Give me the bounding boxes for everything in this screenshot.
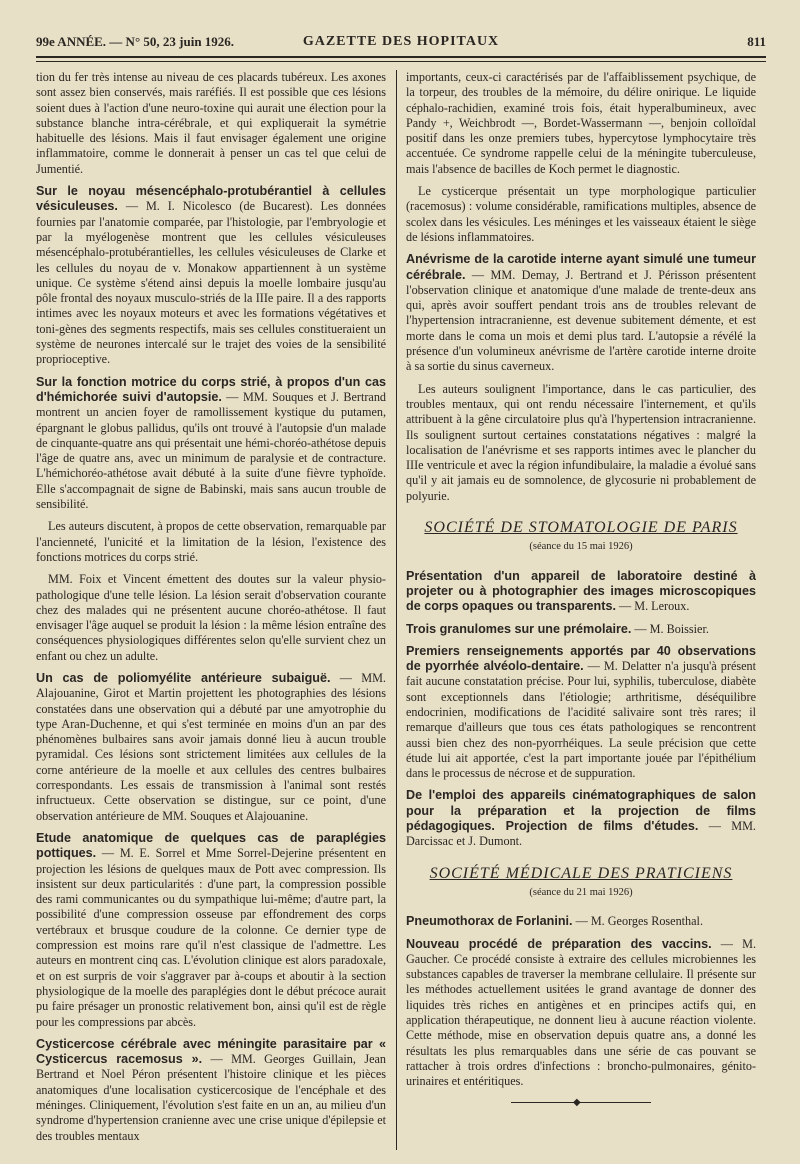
paragraph-text: — M. Leroux. [615, 599, 690, 614]
paragraph [406, 70, 756, 177]
paragraph-text: importants, ceux-ci caractérisés par de l'affaiblissement psychique, de la torpeur, des troubles de la mémoire, du délire onirique. Le liquide céphalo-rachidien, examiné trois fois, était hyperalbumineux, avec Pandy +, Weichbrodt —, Bordet-Wassermann —, benjoin colloïdal positif dans les onze premiers tubes, hypercytose lymphocytaire très accentuée. Ce syndrome rappelle celui de la méningite tuberculeuse, mais l'absence de bacilles de Koch permet le diagnostic. [406, 70, 756, 176]
paragraph-title: Pneumothorax de Forlanini. [406, 914, 573, 929]
paragraph-text: MM. Foix et Vincent émettent des doutes sur la valeur physio-pathologique d'une telle lésion. La lésion serait d'observation courante chez des malades qui ne présentent aucune choréo-athétose. Il faut envisager l'âge auquel se produit la lésion : la même lésion entraîne des conséquences physiologiques différentes selon qu'elle survient chez un enfant ou chez un adulte. [36, 572, 386, 663]
seance-date-2: (séance du 21 mai 1926) [529, 886, 633, 898]
paragraph [36, 70, 386, 177]
paragraph-text: — MM. Darcissac et J. Dumont. [406, 819, 756, 849]
society-1-items [406, 569, 756, 850]
seance-date-1: (séance du 15 mai 1926) [529, 541, 633, 553]
paragraph-text: Le cysticerque présentait un type morphologique particulier (racemosus) : volume considérable, ramifications multiples, absence de scolex dans les vésicules. Les méninges et les vaisseaux étaient le siège de lésions inflammatoires. [406, 184, 756, 244]
paragraph [36, 184, 386, 368]
paragraph [406, 644, 756, 782]
issue-info: 99e ANNÉE. — N° 50, 23 juin 1926. [36, 34, 235, 49]
paragraph [406, 622, 756, 637]
paragraph-title: Sur la fonction motrice du corps strié, à propos d'un cas d'hémichorée suivi d'autopsie. [36, 374, 386, 404]
paragraph [406, 569, 756, 615]
paragraph-title: Premiers renseignements apportés par 40 observations de pyorrhée alvéolo-dentaire. [406, 643, 756, 674]
paragraph-title: Etude anatomique de quelques cas de paraplégies pottiques. [36, 830, 386, 861]
paragraph-text: Les auteurs discutent, à propos de cette observation, remarquable par l'ancienneté, l'unicité et la limitation de la lésion, l'existence des fonctions motrices du corps strié. [36, 519, 386, 564]
header-rule [36, 61, 766, 62]
right-column [406, 70, 756, 1151]
column-divider [396, 70, 397, 1150]
society-2-items [406, 914, 756, 1089]
paragraph [406, 252, 756, 374]
paragraph-text: — M. I. Nicolesco (de Bucarest). Les données fournies par l'anatomie comparée, par l'histologie, par l'embryologie et par la myélogenèse montrent que les cellules vésiculeuses mésencéphalo-protubérantielles, les cellules vésiculeuses de Clarke et les cellules du noyau de v. Monakow appartiennent à un système unique. Ce système s'étend ainsi depuis la moelle lombaire jusqu'au pôle frontal des noyaux musculo-striés de la IIIe paire. Il a des rapports intimes avec les noyaux moteurs et avec les formations végétatives et toni-gènes des segments respectifs, mais ses cellules constitueraient un système de neurones intercalé sur le trajet des voies de la sensibilité proprioceptive. [36, 199, 386, 367]
paragraph-title: Trois granulomes sur une prémolaire. [406, 621, 632, 636]
paragraph-text: Les auteurs soulignent l'importance, dans le cas particulier, des troubles mentaux, qui ont rendu nécessaire l'internement, et qu'ils attribuent à la gêne circulatoire plus qu'à l'hypertension intracranienne. Ils soulignent surtout certaines constatations négatives : malgré la localisation de l'anévrisme et ses rapports intimes avec le plancher du IIIe ventricule et avec la région infundibulaire, la maladie a évolué sans qu'il y ait jamais eu de somnolence, de glycosurie ni probablement de polyurie. [406, 381, 756, 503]
paragraph-text: — MM. Alajouanine, Girot et Martin projettent les photographies des lésions constatées dans une observation qui a débuté par une amyotrophie du type Aran-Duchenne, et qui s'est terminée en moins d'un an par des phénomènes bulbaires sans avoir jamais donné lieu à aucun trouble pyramidal. Ces lésions sont strictement limitées aux cellules de la corne antérieure de la moelle et aux cellules des centres bulbaires correspondants. Les essais de transmission à l'animal sont restés infructueux. Cette observation se distingue, sur ce point, d'une observation antérieure de MM. Souques et Alajouanine. [36, 670, 386, 823]
page-number: 811 [747, 34, 766, 49]
paragraph-text: — M. Georges Rosenthal. [572, 914, 703, 929]
end-ornament [511, 1102, 651, 1103]
paragraph-title: Anévrisme de la carotide interne ayant simulé une tumeur cérébrale. [406, 252, 756, 282]
paragraph [406, 914, 756, 929]
paragraph [36, 375, 386, 513]
paragraph-title: Nouveau procédé de préparation des vaccins. [406, 936, 712, 951]
paragraph [36, 831, 386, 1030]
paragraph [406, 184, 756, 245]
paragraph-title: Sur le noyau mésencéphalo-protubérantiel à cellules vésiculeuses. [36, 184, 386, 214]
paragraph [406, 788, 756, 849]
left-column [36, 70, 386, 1151]
paragraph [36, 671, 386, 824]
paragraph [36, 572, 386, 664]
paragraph [406, 937, 756, 1090]
paragraph-text: — M. E. Sorrel et Mme Sorrel-Dejerine présentent en projection les lésions de quelques maux de Pott avec compression. Ils insistent sur deux particularités : d'une part, la compression possible des rami communicantes ou du sympathique lui-même; d'autre part, la possibilité d'une compression osseuse par effondrement des corps vertébraux et brusque coudure de la colonne. Ce dernier type de compression est moins rare qu'il n'est classique de l'admettre. Les auteurs en montrent cinq cas. L'évolution clinique est alors paradoxale, et on est surpris de voir s'aggraver par à-coups et aboutir à la section physiologique de la moelle des paraplégies dont le début précoce aurait pu faire présager un pronostic relativement bon, ainsi qu'il est de règle pour les compressions par abcès. [36, 846, 386, 1029]
paragraph-title: Présentation d'un appareil de laboratoire destiné à projeter ou à photographier des images microscopiques de corps opaques ou transparents. [406, 568, 756, 614]
paragraph-title: Cysticercose cérébrale avec méningite parasitaire par « Cysticercus racemosus ». [36, 1036, 386, 1067]
paragraph [406, 382, 756, 504]
paragraph [36, 1037, 386, 1144]
two-column-body [36, 70, 766, 1151]
right-column-top [406, 70, 756, 504]
paragraph-title: De l'emploi des appareils cinématographiques de salon pour la préparation et la projection de films pédagogiques. Projection de films d'études. [406, 788, 756, 834]
paragraph-text: — M. Delatter n'a jusqu'à présent fait aucune constatation précise. Pour lui, syphilis, tuberculose, diabète sont exceptionnels dans l'étiologie; arthritisme, déséquilibre endocrinien, modifications de l'acidité salivaire sont très rares; il remarque d'ailleurs que tous ces états pathologiques se rencontrent aussi bien chez des non-pyorrhéiques. La seule précision que cette étude lui ait apportée, c'est la part importante jouée par l'épithélium dans le processus de nécrose et de suppuration. [406, 659, 756, 781]
paragraph-text: — M. Boissier. [631, 621, 709, 636]
journal-title: GAZETTE DES HOPITAUX [302, 34, 500, 49]
paragraph [36, 519, 386, 565]
paragraph-title: Un cas de poliomyélite antérieure subaiguë. [36, 670, 331, 685]
paragraph-text: — MM. Souques et J. Bertrand montrent un ancien foyer de ramollissement kystique du putamen, épargnant le globus pallidus, qu'ils ont trouvé à l'autopsie d'un malade de cinquante-quatre ans qui présentait une hémi-choréo-athétose depuis l'âge de quatre ans, avec un minimum de paralysie et de contracture. L'hémichoréo-athétose avait débuté à la suite d'une fièvre typhoïde. Elle s'accompagnait de signe de Babinski, mais sans aucun trouble de sensibilité. [36, 389, 387, 512]
paragraph-text: — MM. Demay, J. Bertrand et J. Périsson présentent l'observation clinique et anatomique d'une malade de trente-deux ans qui, après avoir souffert pendant trois ans de troubles relevant de l'hypertension intracranienne, est devenue subitement démente, et est morte dans le coma un mois et demi plus tard. L'autopsie a révélé la présence d'un volumineux anévrisme de l'artère carotide interne droite à sa sortie du sinus caverneux. [406, 267, 756, 374]
page-header [36, 30, 766, 58]
paragraph-text: — M. Gaucher. Ce procédé consiste à extraire des cellules microbiennes les substances capables de traverser la membrane cellulaire. Il présente sur les méthodes actuellement usitées le grand avantage de donner des liquides très riches en antigènes et en principes actifs qui, en application thérapeutique, ne donnent lieu à aucune réaction violente. Cette méthode, mise en observation depuis quatre ans, a donné les résultats les plus remarquables dans une série de cas pouvant se rattacher à trois ordres d'infections : broncho-pulmonaires, génito-urinaires et entéritiques. [406, 936, 756, 1089]
society-heading-stomatologie: SOCIÉTÉ DE STOMATOLOGIE DE PARIS [424, 519, 738, 537]
society-heading-praticiens: SOCIÉTÉ MÉDICALE DES PRATICIENS [429, 864, 733, 882]
paragraph-text: — MM. Georges Guillain, Jean Bertrand et Noel Péron présentent l'histoire clinique et les pièces anatomiques d'une localisation cysticercosique de l'encéphale et des méninges. Cliniquement, l'évolution s'est faite en un an, au milieu d'un syndrome d'hypertension cranienne avec une crise unique d'épilepsie et des troubles mentaux [36, 1052, 386, 1143]
paragraph-text: tion du fer très intense au niveau de ces placards tubéreux. Les axones sont assez bien conservés, mais raréfiés. Il est possible que ces lésions soient dues à l'action d'une neuro-toxine qui aurait une élection pour la substance blanche intra-cérébrale, et qui expliquerait la symétrie habituelle des lésions. Mais il faut envisager également une origine inflammatoire, comme le donnerait à penser un cas tel que celui de Jumentié. [36, 70, 386, 176]
